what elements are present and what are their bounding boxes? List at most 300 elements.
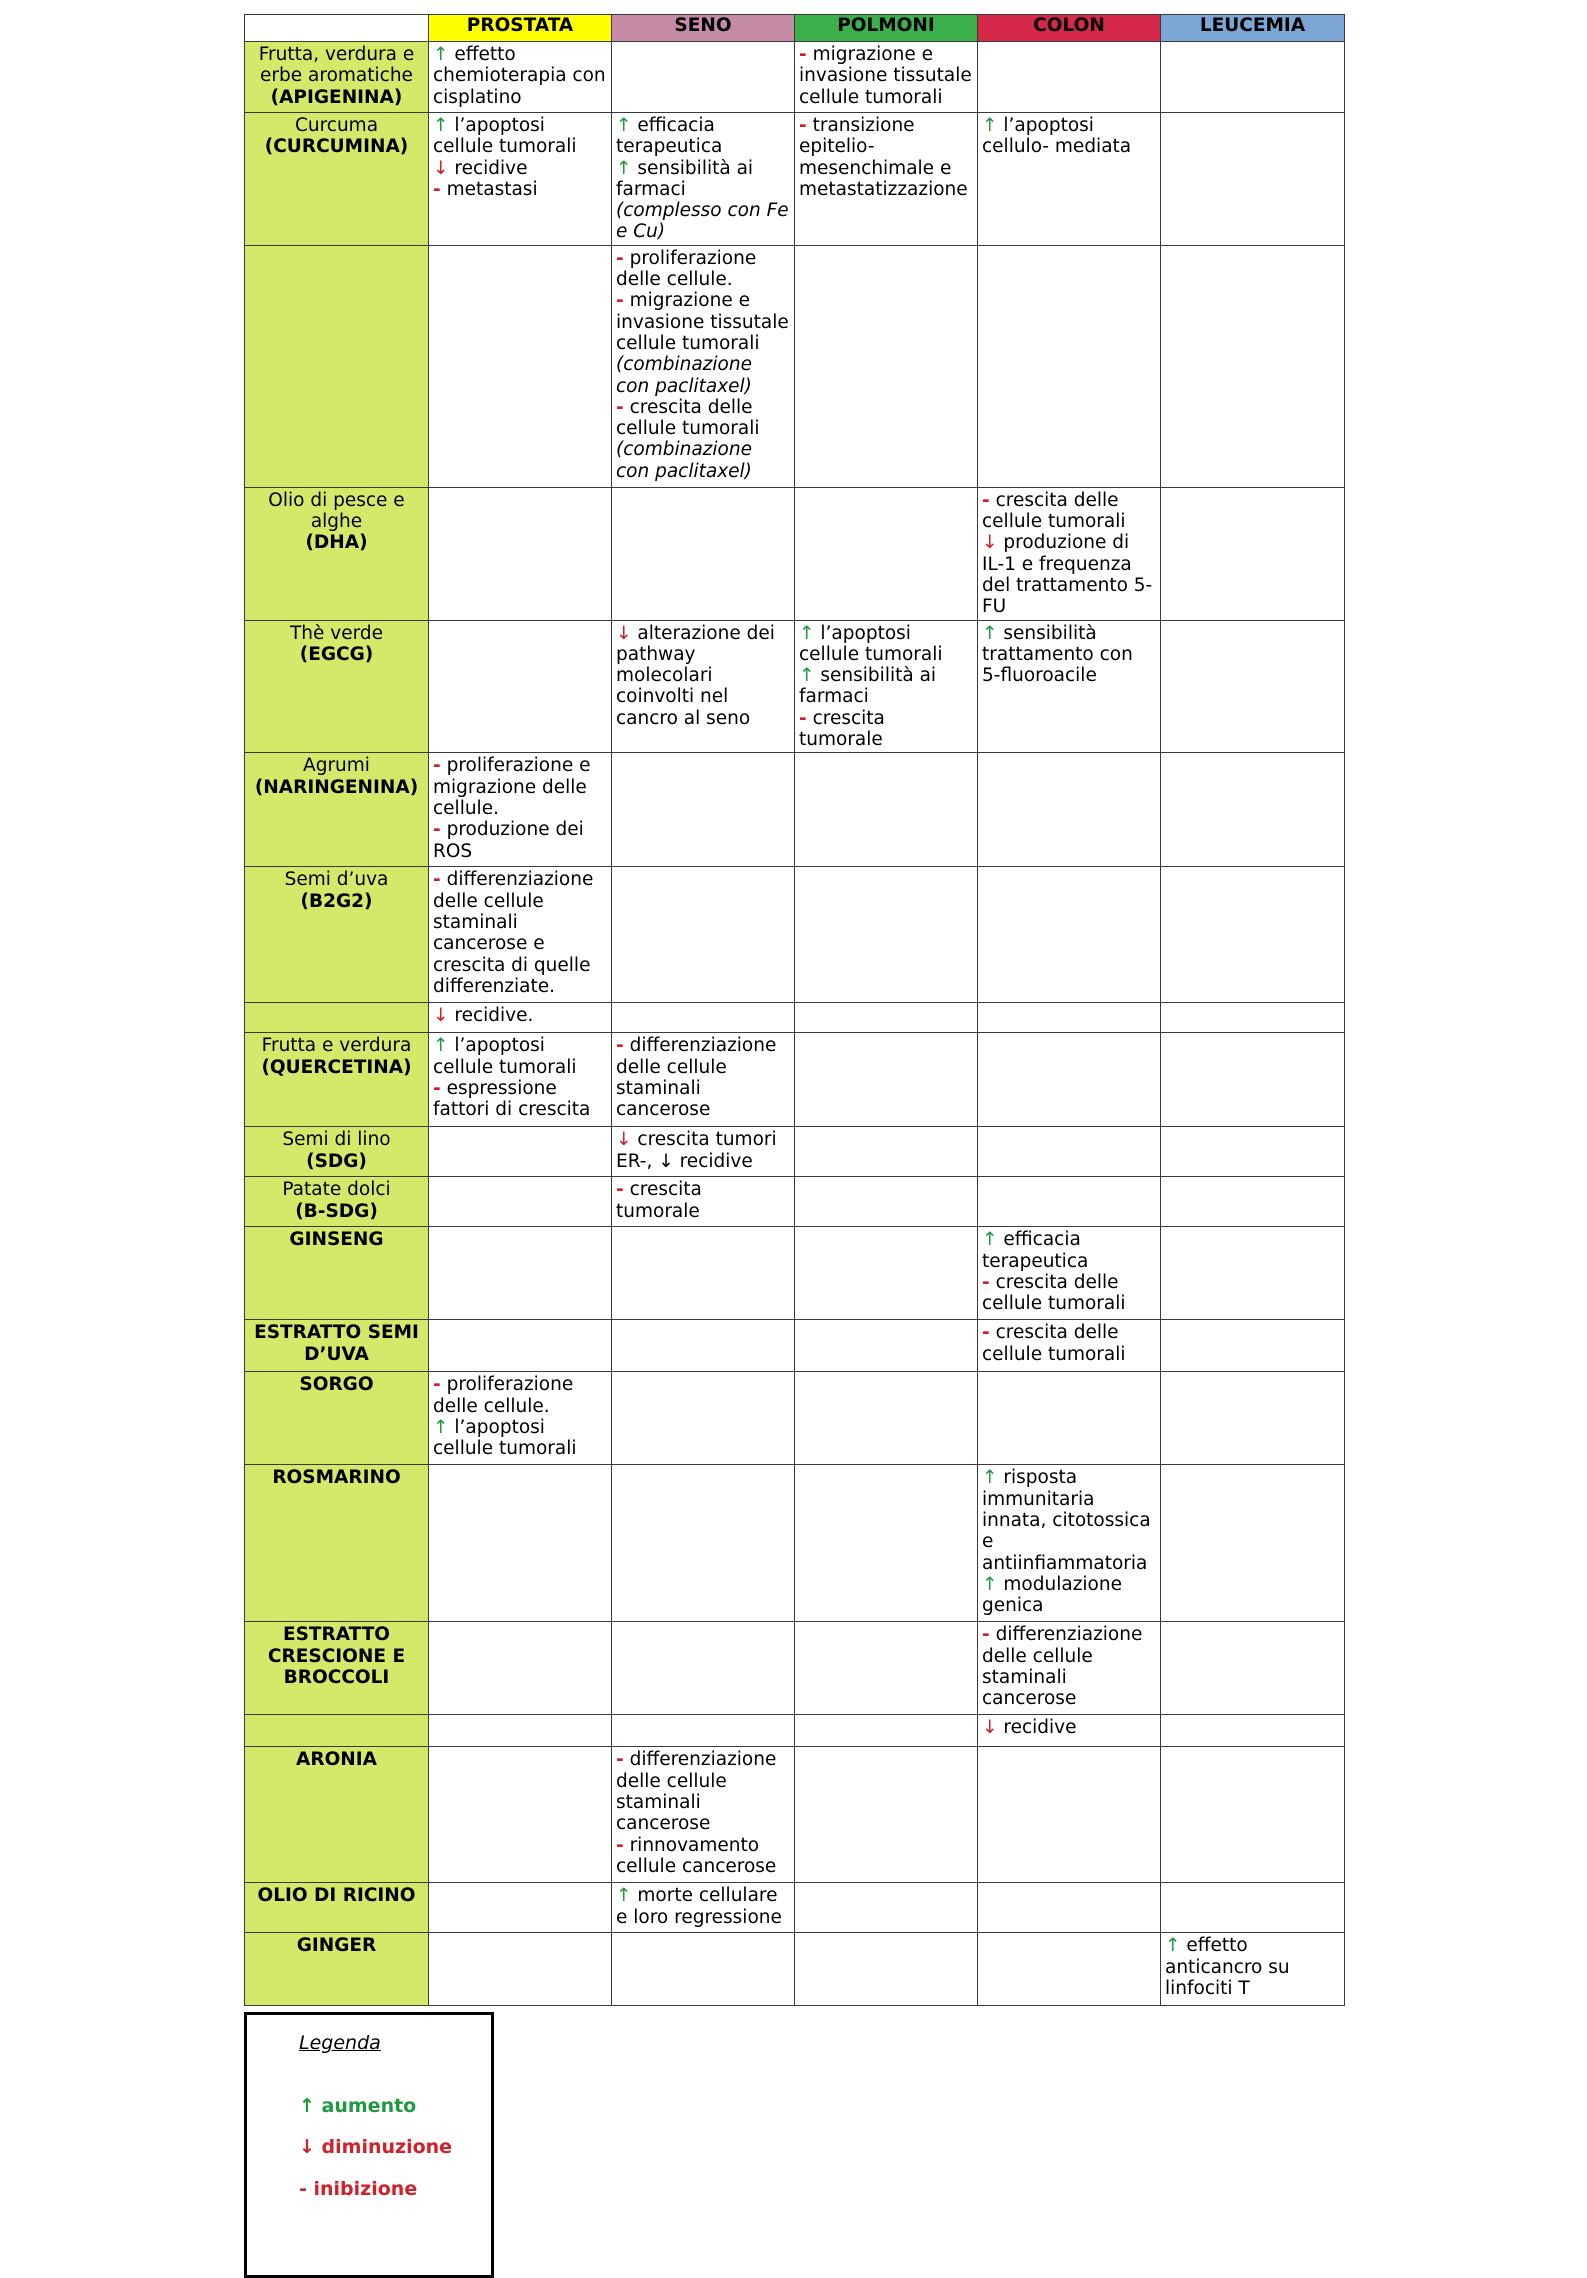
legend-inh-item: - inibizione <box>299 2178 418 2200</box>
effect-cell-colon <box>978 1883 1161 1933</box>
inhibition-icon: - <box>433 178 441 200</box>
effect-line <box>616 248 790 291</box>
effect-cell-prostata <box>429 42 612 113</box>
table-row <box>245 1715 1345 1747</box>
effect-cell-leucemia <box>1161 620 1345 753</box>
effect-text: differenziazione delle cellule staminali cancerose <box>982 1624 1143 1710</box>
table-row <box>245 1465 1345 1622</box>
effect-cell-polmoni <box>795 1003 978 1033</box>
food-cell <box>245 245 429 487</box>
table-row <box>245 1320 1345 1372</box>
up-arrow-icon: ↑ <box>982 115 998 136</box>
effect-line <box>433 1035 607 1078</box>
effect-cell-colon <box>978 1127 1161 1177</box>
food-cell <box>245 1372 429 1465</box>
effect-cell-colon <box>978 1177 1161 1227</box>
effect-text: crescita delle cellule tumorali <box>982 1322 1126 1365</box>
effect-line <box>616 623 790 729</box>
effect-cell-prostata <box>429 1320 612 1372</box>
effect-cell-prostata <box>429 1033 612 1127</box>
down-arrow-icon: ↓ <box>616 1129 632 1151</box>
up-arrow-icon: ↑ <box>982 1229 998 1251</box>
effect-cell-polmoni <box>795 487 978 620</box>
inhibition-icon: - <box>616 1035 624 1057</box>
food-compound: GINGER <box>296 1935 377 1957</box>
header-polmoni: POLMONI <box>795 15 978 42</box>
effect-cell-colon <box>978 1320 1161 1372</box>
effect-line <box>616 439 790 482</box>
legend-down-item: ↓ diminuzione <box>299 2136 453 2158</box>
effect-text: sensibilità ai farmaci <box>799 665 937 708</box>
food-compound: ESTRATTO SEMI D’UVA <box>254 1322 419 1365</box>
effect-cell-leucemia <box>1161 1933 1345 2006</box>
effect-cell-leucemia <box>1161 1033 1345 1127</box>
food-cell <box>245 113 429 246</box>
up-arrow-icon: ↑ <box>616 157 632 179</box>
effect-text: l’apoptosi cellulo- mediata <box>982 115 1132 158</box>
food-compound: (NARINGENINA) <box>254 776 419 798</box>
up-arrow-icon: ↑ <box>433 1416 449 1438</box>
effect-text: migrazione e invasione tissutale cellule tumorali <box>799 44 972 108</box>
effect-line <box>433 1005 607 1026</box>
effect-cell-leucemia <box>1161 753 1345 867</box>
food-cancer-table <box>244 14 1345 2006</box>
effect-text: rinnovamento cellule cancerose <box>616 1834 777 1877</box>
effect-cell-polmoni <box>795 1320 978 1372</box>
food-cell <box>245 1883 429 1933</box>
inhibition-icon: - <box>616 247 624 269</box>
legend-box <box>244 2012 494 2278</box>
up-arrow-icon: ↑ <box>982 622 998 644</box>
up-arrow-icon: ↑ <box>982 1467 998 1489</box>
inhibition-icon: - <box>799 707 807 729</box>
effect-cell-leucemia <box>1161 487 1345 620</box>
effect-cell-prostata <box>429 1127 612 1177</box>
inhibition-icon: - <box>616 1834 624 1856</box>
effect-line <box>799 665 973 708</box>
table-row <box>245 1177 1345 1227</box>
effect-text: l’apoptosi cellule tumorali <box>799 622 943 665</box>
effect-cell-colon <box>978 1465 1161 1622</box>
header-row <box>245 15 1345 42</box>
effect-line <box>616 1129 790 1172</box>
effect-cell-colon <box>978 1003 1161 1033</box>
food-compound: OLIO DI RICINO <box>257 1885 416 1907</box>
effect-text: modulazione genica <box>982 1573 1122 1617</box>
food-compound: ROSMARINO <box>272 1467 401 1489</box>
food-name: Patate dolci <box>282 1179 391 1201</box>
effect-cell-polmoni <box>795 1747 978 1883</box>
effect-cell-colon <box>978 867 1161 1003</box>
effect-text: recidive <box>454 157 528 179</box>
effect-text: l’apoptosi cellule tumorali <box>433 115 577 158</box>
effect-text: produzione dei ROS <box>433 819 584 862</box>
food-compound: (CURCUMINA) <box>264 136 409 158</box>
food-compound: (QUERCETINA) <box>261 1056 412 1078</box>
food-cell <box>245 1177 429 1227</box>
inhibition-icon: - <box>982 1271 990 1293</box>
inhibition-icon: - <box>433 755 441 777</box>
inhibition-icon: - <box>982 1624 990 1646</box>
inhibition-icon: - <box>799 44 807 65</box>
food-cell <box>245 1933 429 2006</box>
effect-text: sensibilità trattamento con 5-fluoroacile <box>982 622 1133 687</box>
inhibition-icon: - <box>433 1077 441 1099</box>
table-row <box>245 1747 1345 1883</box>
effect-text: effetto anticancro su linfociti T <box>1165 1935 1290 1999</box>
effect-line <box>982 532 1156 617</box>
effect-cell-colon <box>978 1747 1161 1883</box>
effect-cell-polmoni <box>795 867 978 1003</box>
effect-cell-colon <box>978 1715 1161 1747</box>
food-cell <box>245 1227 429 1320</box>
effect-cell-polmoni <box>795 1622 978 1715</box>
table-row <box>245 1003 1345 1033</box>
effect-cell-seno <box>612 753 795 867</box>
effect-cell-polmoni <box>795 42 978 113</box>
effect-cell-seno <box>612 1747 795 1883</box>
up-arrow-icon: ↑ <box>616 1885 632 1907</box>
food-cell <box>245 867 429 1003</box>
food-name: Frutta, verdura e erbe aromatiche <box>258 44 415 87</box>
effect-cell-polmoni <box>795 1227 978 1320</box>
food-compound: (DHA) <box>305 532 368 554</box>
food-compound: (APIGENINA) <box>270 86 403 108</box>
effect-text: proliferazione e migrazione delle cellule. <box>433 755 591 819</box>
table-row <box>245 1883 1345 1933</box>
table-row <box>245 753 1345 867</box>
up-arrow-icon: ↑ <box>799 665 815 687</box>
effect-cell-seno <box>612 245 795 487</box>
food-name: Curcuma <box>294 115 379 136</box>
food-name: Semi di lino <box>282 1129 391 1151</box>
inhibition-icon: - <box>799 115 807 136</box>
effect-cell-prostata <box>429 245 612 487</box>
effect-text: (complesso con Fe e Cu) <box>616 200 789 243</box>
effect-text: crescita delle cellule tumorali <box>982 1271 1126 1315</box>
inhibition-icon: - <box>433 1374 441 1396</box>
effect-text: risposta immunitaria innata, citotossica e antiinfiammatoria <box>982 1467 1151 1574</box>
table-row <box>245 42 1345 113</box>
effect-cell-leucemia <box>1161 245 1345 487</box>
legend-up-item: ↑ aumento <box>299 2095 417 2117</box>
effect-line <box>982 1322 1156 1365</box>
effect-cell-leucemia <box>1161 1177 1345 1227</box>
effect-cell-leucemia <box>1161 1227 1345 1320</box>
effect-line <box>616 1835 790 1878</box>
effect-text: efficacia terapeutica <box>982 1229 1089 1272</box>
effect-cell-colon <box>978 753 1161 867</box>
header-seno: SENO <box>612 15 795 42</box>
inhibition-icon: - <box>616 1179 624 1201</box>
effect-text: differenziazione delle cellule staminali cancerose e crescita di quelle differenziate. <box>433 869 594 997</box>
table-row <box>245 113 1345 246</box>
food-compound: (B2G2) <box>300 890 373 912</box>
effect-cell-colon <box>978 245 1161 487</box>
food-cell <box>245 753 429 867</box>
effect-cell-seno <box>612 487 795 620</box>
effect-text: proliferazione delle cellule. <box>433 1374 574 1417</box>
food-compound: SORGO <box>299 1374 374 1396</box>
inhibition-icon: - <box>982 489 990 511</box>
effect-cell-leucemia <box>1161 867 1345 1003</box>
food-cell <box>245 42 429 113</box>
header-colon: COLON <box>978 15 1161 42</box>
down-arrow-icon: ↓ <box>433 1005 449 1027</box>
down-arrow-icon: ↓ <box>982 532 998 554</box>
effect-cell-seno <box>612 1227 795 1320</box>
effect-cell-seno <box>612 1883 795 1933</box>
effect-cell-colon <box>978 620 1161 753</box>
header-leucemia: LEUCEMIA <box>1161 15 1345 42</box>
effect-cell-colon <box>978 1372 1161 1465</box>
food-compound: ESTRATTO CRESCIONE E BROCCOLI <box>267 1624 406 1688</box>
effect-cell-prostata <box>429 1622 612 1715</box>
down-arrow-icon: ↓ <box>616 622 632 644</box>
effect-line <box>982 1624 1156 1709</box>
table-row <box>245 1372 1345 1465</box>
effect-cell-seno <box>612 1320 795 1372</box>
effect-line <box>799 623 973 666</box>
effect-cell-prostata <box>429 1715 612 1747</box>
legend-title: Legenda <box>299 2032 381 2054</box>
effect-line <box>433 755 607 819</box>
effect-line <box>616 354 790 397</box>
effect-cell-polmoni <box>795 1127 978 1177</box>
effect-cell-seno <box>612 1933 795 2006</box>
up-arrow-icon: ↑ <box>1165 1935 1181 1957</box>
table-row <box>245 867 1345 1003</box>
effect-cell-colon <box>978 1227 1161 1320</box>
food-name: Frutta e verdura <box>261 1035 412 1057</box>
table-row <box>245 1933 1345 2006</box>
effect-text: metastasi <box>446 178 538 200</box>
food-cell <box>245 1465 429 1622</box>
inhibition-icon: - <box>433 819 441 841</box>
effect-cell-prostata <box>429 620 612 753</box>
effect-cell-polmoni <box>795 1177 978 1227</box>
effect-cell-prostata <box>429 1177 612 1227</box>
effect-text: espressione fattori di crescita <box>433 1077 591 1121</box>
effect-cell-polmoni <box>795 1372 978 1465</box>
table-row <box>245 487 1345 620</box>
food-compound: GINSENG <box>289 1229 384 1251</box>
table-body <box>245 42 1345 2006</box>
effect-line <box>616 290 790 354</box>
effect-line <box>982 1272 1156 1315</box>
effect-cell-colon <box>978 1933 1161 2006</box>
effect-cell-prostata <box>429 1933 612 2006</box>
header-prostata: PROSTATA <box>429 15 612 42</box>
effect-cell-seno <box>612 620 795 753</box>
effect-line <box>1165 1935 1340 1999</box>
effect-cell-seno <box>612 1003 795 1033</box>
effect-line <box>799 115 973 200</box>
effect-text: morte cellulare e loro regressione <box>616 1885 782 1928</box>
inhibition-icon: - <box>616 396 624 418</box>
effect-cell-seno <box>612 1127 795 1177</box>
effect-cell-colon <box>978 1622 1161 1715</box>
effect-cell-polmoni <box>795 1033 978 1127</box>
effect-text: proliferazione delle cellule. <box>616 247 757 291</box>
effect-line <box>433 1374 607 1417</box>
effect-cell-seno <box>612 113 795 246</box>
effect-cell-prostata <box>429 1372 612 1465</box>
effect-cell-polmoni <box>795 113 978 246</box>
effect-cell-leucemia <box>1161 1003 1345 1033</box>
up-arrow-icon: ↑ <box>982 1573 998 1595</box>
effect-line <box>433 819 607 862</box>
food-cell <box>245 1715 429 1747</box>
effect-text: effetto chemioterapia con cisplatino <box>433 44 606 108</box>
food-cell <box>245 1003 429 1033</box>
table-row <box>245 620 1345 753</box>
food-compound: ARONIA <box>296 1749 377 1771</box>
effect-text: efficacia terapeutica <box>616 115 723 158</box>
effect-text: (combinazione con paclitaxel) <box>616 439 752 482</box>
effect-line <box>982 623 1156 687</box>
effect-line <box>982 1229 1156 1272</box>
effect-cell-leucemia <box>1161 1127 1345 1177</box>
inhibition-icon: - <box>616 290 624 312</box>
effect-cell-polmoni <box>795 1715 978 1747</box>
effect-cell-leucemia <box>1161 1465 1345 1622</box>
effect-text: crescita tumorale <box>616 1179 702 1222</box>
effect-cell-polmoni <box>795 245 978 487</box>
effect-text: crescita tumorale <box>799 707 885 751</box>
effect-cell-seno <box>612 1177 795 1227</box>
inhibition-icon: - <box>433 869 441 891</box>
effect-cell-polmoni <box>795 620 978 753</box>
effect-line <box>616 115 790 158</box>
table-row <box>245 1127 1345 1177</box>
table-row <box>245 1227 1345 1320</box>
effect-cell-seno <box>612 1465 795 1622</box>
food-compound: (SDG) <box>306 1150 367 1172</box>
effect-cell-leucemia <box>1161 113 1345 246</box>
effect-line <box>433 115 607 158</box>
effect-line <box>799 708 973 751</box>
food-name: Agrumi <box>303 755 370 777</box>
effect-text: migrazione e invasione tissutale cellule tumorali <box>616 290 789 354</box>
food-cell <box>245 1747 429 1883</box>
effect-line <box>616 158 790 201</box>
table-row <box>245 1033 1345 1127</box>
effect-cell-prostata <box>429 1747 612 1883</box>
effect-text: l’apoptosi cellule tumorali <box>433 1416 577 1460</box>
food-cell <box>245 1622 429 1715</box>
effect-cell-seno <box>612 867 795 1003</box>
effect-cell-leucemia <box>1161 1747 1345 1883</box>
effect-text: produzione di IL-1 e frequenza del trattamento 5-FU <box>982 532 1153 618</box>
effect-line <box>433 44 607 108</box>
effect-cell-seno <box>612 1715 795 1747</box>
effect-cell-leucemia <box>1161 42 1345 113</box>
effect-text: (combinazione con paclitaxel) <box>616 354 752 397</box>
effect-cell-seno <box>612 42 795 113</box>
effect-text: recidive <box>1003 1717 1077 1739</box>
effect-text: l’apoptosi cellule tumorali <box>433 1035 577 1078</box>
effect-cell-leucemia <box>1161 1372 1345 1465</box>
effect-line <box>433 869 607 997</box>
food-name: Olio di pesce e alghe <box>268 489 405 533</box>
table-row <box>245 1622 1345 1715</box>
effect-text: recidive. <box>454 1005 534 1027</box>
food-name: Semi d’uva <box>284 869 389 891</box>
food-compound: (EGCG) <box>299 643 374 665</box>
food-cell <box>245 1033 429 1127</box>
effect-text: crescita tumori ER-, ↓ recidive <box>616 1129 777 1172</box>
up-arrow-icon: ↑ <box>616 115 632 136</box>
effect-text: differenziazione delle cellule staminali cancerose <box>616 1035 777 1121</box>
down-arrow-icon: ↓ <box>982 1717 998 1739</box>
effect-line <box>433 1417 607 1460</box>
up-arrow-icon: ↑ <box>799 622 815 644</box>
effect-line <box>433 158 607 179</box>
table-row <box>245 245 1345 487</box>
effect-cell-leucemia <box>1161 1622 1345 1715</box>
effect-line <box>616 200 790 243</box>
effect-line <box>982 1574 1156 1617</box>
effect-line <box>982 490 1156 533</box>
food-cell <box>245 1127 429 1177</box>
effect-line <box>982 1717 1156 1738</box>
effect-text: crescita delle cellule tumorali <box>616 396 760 440</box>
effect-cell-polmoni <box>795 1933 978 2006</box>
effect-line <box>616 1749 790 1834</box>
food-cell <box>245 620 429 753</box>
effect-line <box>616 1035 790 1120</box>
effect-text: differenziazione delle cellule staminali cancerose <box>616 1749 777 1835</box>
effect-cell-polmoni <box>795 1883 978 1933</box>
effect-cell-polmoni <box>795 753 978 867</box>
effect-line <box>982 1467 1156 1573</box>
food-name: Thè verde <box>289 622 384 644</box>
effect-line <box>433 1078 607 1121</box>
effect-cell-prostata <box>429 867 612 1003</box>
effect-line <box>616 1179 790 1222</box>
effect-cell-colon <box>978 487 1161 620</box>
effect-cell-colon <box>978 42 1161 113</box>
food-compound: (B-SDG) <box>295 1200 378 1222</box>
effect-text: sensibilità ai farmaci <box>616 157 754 200</box>
effect-cell-colon <box>978 113 1161 246</box>
effect-cell-seno <box>612 1372 795 1465</box>
effect-cell-prostata <box>429 1227 612 1320</box>
effect-line <box>799 44 973 108</box>
effect-cell-prostata <box>429 1465 612 1622</box>
effect-cell-seno <box>612 1622 795 1715</box>
effect-cell-prostata <box>429 1883 612 1933</box>
up-arrow-icon: ↑ <box>433 44 449 65</box>
effect-cell-prostata <box>429 113 612 246</box>
inhibition-icon: - <box>982 1322 990 1344</box>
effect-cell-prostata <box>429 1003 612 1033</box>
header-empty <box>245 15 429 42</box>
inhibition-icon: - <box>616 1749 624 1771</box>
food-cell <box>245 1320 429 1372</box>
effect-cell-leucemia <box>1161 1320 1345 1372</box>
food-cell <box>245 487 429 620</box>
effect-text: transizione epitelio-mesenchimale e metastatizzazione <box>799 115 968 200</box>
up-arrow-icon: ↑ <box>433 1035 449 1057</box>
up-arrow-icon: ↑ <box>433 115 449 136</box>
down-arrow-icon: ↓ <box>433 157 449 179</box>
effect-text: crescita delle cellule tumorali <box>982 489 1126 533</box>
effect-cell-polmoni <box>795 1465 978 1622</box>
effect-cell-leucemia <box>1161 1883 1345 1933</box>
effect-cell-seno <box>612 1033 795 1127</box>
